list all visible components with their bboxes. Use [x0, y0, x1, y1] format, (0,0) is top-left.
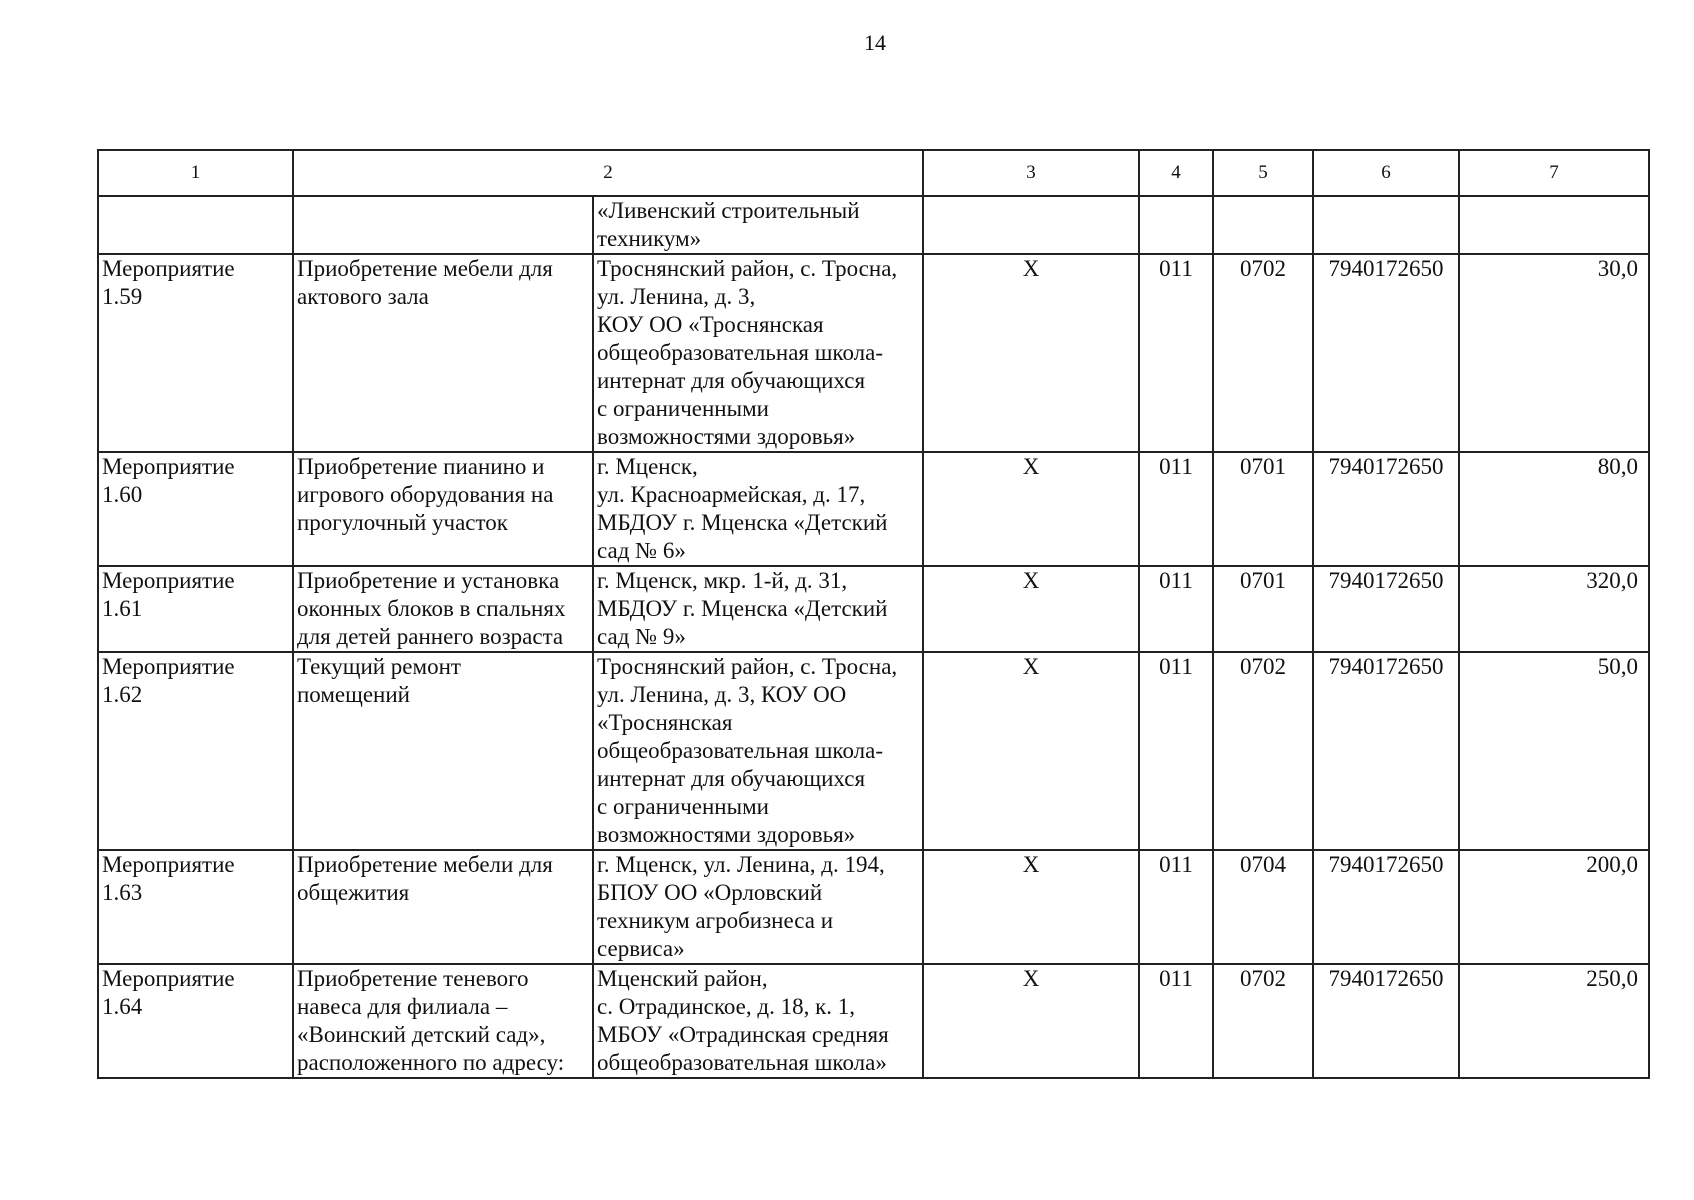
header-cell-6: 6 [1313, 150, 1459, 196]
measures-table [97, 149, 1650, 1079]
measure-address-cell: «Ливенский строительный техникум» [593, 196, 923, 254]
header-cell-3: 3 [923, 150, 1139, 196]
measure-address-cell: Троснянский район, с. Тросна, ул. Ленина, д. 3, КОУ ОО «Троснянская общеобразовательная школа- интернат для обучающихся с ограниченными возможностями здоровья» [593, 652, 923, 850]
col4-cell: 011 [1139, 566, 1213, 652]
col6-cell: 7940172650 [1313, 850, 1459, 964]
col6-cell: 7940172650 [1313, 964, 1459, 1078]
col7-cell: 50,0 [1459, 652, 1649, 850]
measure-address-cell: г. Мценск, мкр. 1-й, д. 31, МБДОУ г. Мценска «Детский сад № 9» [593, 566, 923, 652]
col6-cell [1313, 196, 1459, 254]
measure-address-cell: г. Мценск, ул. Красноармейская, д. 17, МБДОУ г. Мценска «Детский сад № 6» [593, 452, 923, 566]
measure-code-cell: Мероприятие 1.60 [98, 452, 293, 566]
measure-code-cell: Мероприятие 1.62 [98, 652, 293, 850]
col7-cell [1459, 196, 1649, 254]
table-row [98, 850, 1649, 964]
col4-cell: 011 [1139, 652, 1213, 850]
measure-address-cell: Мценский район, с. Отрадинское, д. 18, к. 1, МБОУ «Отрадинская средняя общеобразовательная школа» [593, 964, 923, 1078]
col7-cell: 250,0 [1459, 964, 1649, 1078]
measure-address-cell: Троснянский район, с. Тросна, ул. Ленина, д. 3, КОУ ОО «Троснянская общеобразовательная школа- интернат для обучающихся с ограниченными возможностями здоровья» [593, 254, 923, 452]
page-number: 14 [864, 30, 886, 55]
col4-cell: 011 [1139, 254, 1213, 452]
col5-cell: 0701 [1213, 566, 1313, 652]
table-row [98, 652, 1649, 850]
measure-code-cell [98, 196, 293, 254]
measure-code-cell: Мероприятие 1.64 [98, 964, 293, 1078]
table-row [98, 452, 1649, 566]
measure-code-cell: Мероприятие 1.63 [98, 850, 293, 964]
col6-cell: 7940172650 [1313, 452, 1459, 566]
col3-cell: X [923, 254, 1139, 452]
header-cell-7: 7 [1459, 150, 1649, 196]
col7-cell: 80,0 [1459, 452, 1649, 566]
table-row [98, 566, 1649, 652]
col5-cell: 0702 [1213, 964, 1313, 1078]
col3-cell: X [923, 850, 1139, 964]
measure-name-cell: Приобретение мебели для общежития [293, 850, 593, 964]
header-cell-4: 4 [1139, 150, 1213, 196]
col6-cell: 7940172650 [1313, 254, 1459, 452]
col4-cell: 011 [1139, 850, 1213, 964]
col3-cell: X [923, 566, 1139, 652]
col5-cell [1213, 196, 1313, 254]
col3-cell: X [923, 964, 1139, 1078]
measure-name-cell: Приобретение пианино и игрового оборудования на прогулочный участок [293, 452, 593, 566]
col7-cell: 320,0 [1459, 566, 1649, 652]
measure-name-cell: Приобретение и установка оконных блоков в спальнях для детей раннего возраста [293, 566, 593, 652]
table-row [98, 196, 1649, 254]
table-header-row [98, 150, 1649, 196]
measure-name-cell: Приобретение мебели для актового зала [293, 254, 593, 452]
col6-cell: 7940172650 [1313, 652, 1459, 850]
measure-name-cell: Приобретение теневого навеса для филиала – «Воинский детский сад», расположенного по адресу: [293, 964, 593, 1078]
header-cell-2: 2 [293, 150, 923, 196]
table-row [98, 254, 1649, 452]
col4-cell: 011 [1139, 964, 1213, 1078]
header-cell-1: 1 [98, 150, 293, 196]
col3-cell [923, 196, 1139, 254]
col7-cell: 30,0 [1459, 254, 1649, 452]
measure-name-cell [293, 196, 593, 254]
measure-code-cell: Мероприятие 1.61 [98, 566, 293, 652]
col4-cell: 011 [1139, 452, 1213, 566]
col7-cell: 200,0 [1459, 850, 1649, 964]
measure-name-cell: Текущий ремонт помещений [293, 652, 593, 850]
col5-cell: 0704 [1213, 850, 1313, 964]
col5-cell: 0702 [1213, 254, 1313, 452]
measure-address-cell: г. Мценск, ул. Ленина, д. 194, БПОУ ОО «Орловский техникум агробизнеса и сервиса» [593, 850, 923, 964]
col3-cell: X [923, 452, 1139, 566]
col5-cell: 0702 [1213, 652, 1313, 850]
col4-cell [1139, 196, 1213, 254]
table-row [98, 964, 1649, 1078]
measure-code-cell: Мероприятие 1.59 [98, 254, 293, 452]
col3-cell: X [923, 652, 1139, 850]
col5-cell: 0701 [1213, 452, 1313, 566]
header-cell-5: 5 [1213, 150, 1313, 196]
col6-cell: 7940172650 [1313, 566, 1459, 652]
